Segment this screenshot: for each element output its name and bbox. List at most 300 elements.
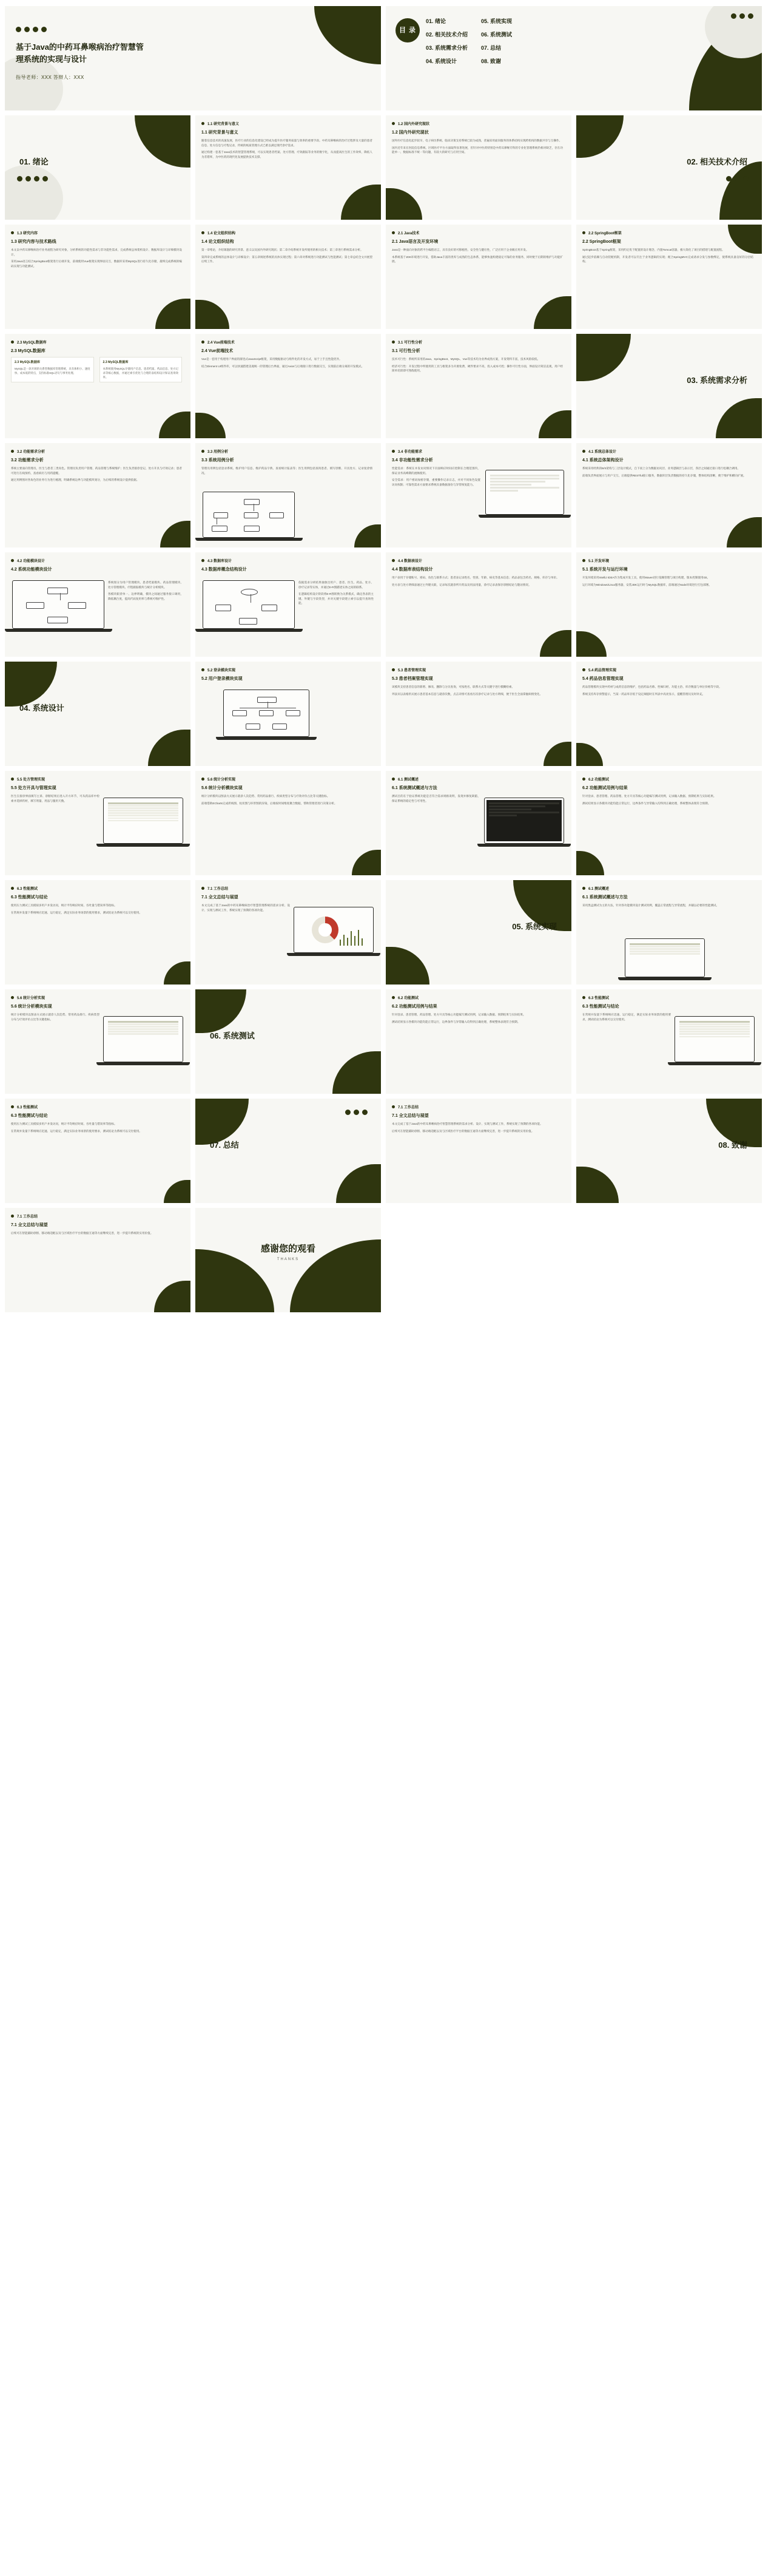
info-card bbox=[11, 357, 94, 382]
bullet-icon bbox=[392, 996, 395, 999]
paragraph: 性能需求：系统在并发访问情况下页面响应时间应控制在合理范围内，保证业务高峰期的流畅使用。 bbox=[392, 467, 480, 475]
slide-header-label: 6.3 性能测试 bbox=[17, 887, 38, 891]
slide-content[interactable] bbox=[386, 225, 571, 329]
mock-row bbox=[489, 815, 517, 816]
thanks-subtitle: THANKS bbox=[277, 1258, 300, 1261]
slide-content[interactable] bbox=[5, 225, 190, 329]
slide-content[interactable] bbox=[386, 552, 571, 657]
section-number: 02. bbox=[687, 157, 698, 166]
paragraph: 通过用例图对各角色的业务行为进行梳理，明确系统边界与功能模块划分，为后续的系统设计提供依据。 bbox=[11, 478, 140, 482]
table-row bbox=[108, 1033, 178, 1035]
diagram-node bbox=[232, 710, 247, 716]
slide-section-01[interactable] bbox=[5, 115, 190, 220]
slide-header bbox=[582, 776, 609, 782]
slide-content[interactable] bbox=[576, 880, 762, 985]
diagram-node bbox=[257, 697, 277, 703]
diagram-node bbox=[244, 526, 260, 532]
slide-header bbox=[201, 558, 232, 563]
slide-body bbox=[392, 575, 563, 589]
paragraph: 采用黑盒测试为主的方法，针对各功能模块设计测试用例，覆盖正常流程与异常流程，并辅以必要的性能测试。 bbox=[582, 904, 719, 907]
screenshot-mock bbox=[103, 1016, 183, 1062]
table-row bbox=[108, 818, 178, 819]
slide-content[interactable] bbox=[5, 771, 190, 875]
laptop-base bbox=[668, 1062, 761, 1065]
paragraph: 测试结果显示各模块功能均能正常运行，边界条件与异常输入均得到正确处理，系统整体表现符合预期。 bbox=[582, 801, 711, 805]
mock-row bbox=[490, 484, 531, 486]
slide-body bbox=[11, 466, 182, 485]
slide-title: 3.3 系统用例分析 bbox=[201, 458, 234, 463]
slide-content[interactable] bbox=[5, 1208, 190, 1312]
bar bbox=[351, 931, 352, 946]
bullet-icon bbox=[582, 231, 585, 234]
slide-title: 1.3 研究内容与技术路线 bbox=[11, 240, 56, 244]
architecture-diagram bbox=[18, 586, 98, 623]
screenshot-mock bbox=[103, 798, 183, 844]
decor-blob bbox=[354, 524, 381, 547]
slide-header-label: 6.3 性能测试 bbox=[588, 997, 610, 1000]
decor-blob bbox=[195, 1099, 249, 1145]
decor-blob bbox=[148, 730, 190, 766]
decor-blob bbox=[195, 300, 229, 329]
bullet-icon bbox=[11, 450, 14, 453]
table-row bbox=[679, 1033, 750, 1035]
slide-body bbox=[392, 1122, 563, 1136]
slide-header-label: 1.1 研究背景与意义 bbox=[207, 123, 240, 126]
toc-badge: 目 录 bbox=[395, 18, 420, 42]
slide-body bbox=[11, 903, 182, 917]
section-number: 06. bbox=[210, 1031, 221, 1040]
decor-blob bbox=[195, 413, 226, 438]
section-title: 系统设计 bbox=[32, 703, 64, 713]
slide-title: 1.1 研究背景与意义 bbox=[201, 130, 238, 135]
slide-header-label: 6.2 功能测试 bbox=[588, 778, 610, 782]
slide-title: 7.1 全文总结与展望 bbox=[11, 1223, 48, 1227]
er-diagram bbox=[209, 586, 289, 623]
screenshot-mock bbox=[223, 690, 309, 737]
slide-content[interactable] bbox=[386, 443, 571, 547]
paragraph: 药品管理模块实现中药材与成药信息的维护，包括药品名称、性味归经、功能主治、库存数量与单位价格等字段。 bbox=[582, 685, 722, 688]
slide-header-label: 5.4 药品管理实现 bbox=[588, 669, 617, 673]
slide-title: 2.2 SpringBoot框架 bbox=[582, 240, 621, 244]
mock-row bbox=[489, 802, 559, 804]
toc-item[interactable]: 03. 系统需求分析 bbox=[426, 45, 468, 51]
slide-body bbox=[11, 1122, 182, 1136]
slide-body bbox=[201, 466, 372, 478]
slide-title: 4.3 数据库概念结构设计 bbox=[201, 568, 247, 572]
slide-section-04[interactable] bbox=[5, 662, 190, 766]
table-row bbox=[108, 805, 178, 807]
slide-header bbox=[201, 449, 228, 454]
decor-blob bbox=[719, 161, 762, 220]
table-row bbox=[679, 1028, 750, 1030]
section-label bbox=[210, 1139, 239, 1150]
section-label bbox=[687, 374, 747, 385]
slide-header bbox=[582, 667, 616, 673]
paragraph: 本文以中药耳鼻喉病治疗业务流程为研究对象，分析系统的功能性需求与非功能性需求，完成系统总体架构设计、数据库设计与详细模块设计。 bbox=[11, 248, 182, 256]
bullet-icon bbox=[11, 778, 14, 781]
table-row bbox=[679, 1023, 750, 1025]
slide-body bbox=[392, 248, 563, 266]
paragraph: 前端借助ECharts完成折线图、柱状图与环形图的渲染，后端按时间维度聚合数据，帮助管理者进行决策分析。 bbox=[201, 801, 337, 805]
slide-header bbox=[392, 1104, 419, 1110]
laptop-base bbox=[477, 844, 570, 847]
slide-content[interactable] bbox=[5, 552, 190, 657]
paragraph: 各模块职责单一、边界明确，模块之间通过服务接口调用，降低耦合度，提高代码复用率与系统可维护性。 bbox=[108, 592, 183, 600]
section-label bbox=[512, 920, 557, 932]
paragraph: 在常规并发量下系统响应迅速、运行稳定，满足实际业务场景的使用要求，测试结论为系统可以交付使用。 bbox=[11, 1129, 142, 1133]
bullet-icon bbox=[392, 122, 395, 125]
slide-header-label: 6.2 功能测试 bbox=[398, 997, 419, 1000]
donut-chart bbox=[312, 917, 338, 943]
mock-row bbox=[490, 478, 559, 480]
slide-body bbox=[201, 357, 372, 371]
slide-header-label: 1.4 论文组织结构 bbox=[207, 232, 236, 236]
diagram-node bbox=[241, 589, 258, 595]
bullet-icon bbox=[392, 559, 395, 562]
slide-header-label: 1.2 国内外研究现状 bbox=[398, 123, 430, 126]
slide-header bbox=[392, 995, 419, 1000]
slide-content[interactable] bbox=[576, 662, 762, 766]
bullet-icon bbox=[11, 559, 14, 562]
paragraph: 测试目的在于验证系统功能是否符合需求规格说明，发现并修复缺陷，保证系统的稳定性与可用性。 bbox=[392, 795, 480, 802]
paragraph: 本文完成了基于Java的中药耳鼻喉病治疗智慧管理系统的需求分析、设计、实现与测试工作，系统实现了预期的各项功能。 bbox=[392, 1122, 543, 1125]
bullet-icon bbox=[11, 1105, 14, 1108]
decor-ghost bbox=[5, 165, 63, 220]
paragraph: 结合Element UI组件库，可以快速搭建美观统一的管理后台界面，通过Axios与后端接口进行数据交互，实现前后端分离的开发模式。 bbox=[201, 364, 365, 368]
slide-section-07[interactable] bbox=[195, 1099, 381, 1203]
paragraph: 后续可在智能辅助诊断、移动端适配以及与区域医疗平台的数据互通等方面继续完善，进一步提升系统的实用价值。 bbox=[392, 1129, 534, 1133]
toc-item[interactable]: 07. 总结 bbox=[481, 45, 502, 51]
decor-blob bbox=[336, 1164, 381, 1203]
screen bbox=[486, 800, 562, 841]
slide-body bbox=[392, 1012, 563, 1026]
paragraph: 开发环境采用IntelliJ IDEA作为集成开发工具，使用Maven进行依赖管理与项目构建，版本控制使用Git。 bbox=[582, 576, 710, 579]
slide-title: 5.1 系统开发与运行环境 bbox=[582, 568, 628, 572]
slide-header-label: 5.6 统计分析实现 bbox=[207, 778, 236, 782]
screenshot-mock bbox=[294, 907, 374, 953]
mock-rows bbox=[490, 475, 559, 510]
paragraph: SpringBoot基于Spring框架，采用约定优于配置的设计理念，内置Tomcat容器，极大简化了项目的搭建与配置流程。 bbox=[582, 248, 725, 251]
paragraph: 技术可行性：系统所采用的Java、SpringBoot、MySQL、Vue等技术均为业界成熟方案，开发资料丰富，技术风险较低。 bbox=[392, 358, 540, 361]
bullet-icon bbox=[392, 341, 395, 344]
bullet-icon bbox=[201, 341, 204, 344]
screen bbox=[205, 583, 292, 626]
section-number: 05. bbox=[512, 922, 523, 931]
mock-table bbox=[108, 1021, 178, 1057]
slide-title: 5.2 用户登录模块实现 bbox=[201, 677, 243, 681]
diagram-node bbox=[269, 512, 284, 518]
mock-header-bar bbox=[490, 475, 559, 476]
paragraph: 国外医疗信息化起步较早，电子病历系统、临床决策支持系统已较为成熟，普遍采用面向服务的体系结构实现跨机构的数据共享与互操作。 bbox=[392, 139, 562, 142]
decor-blob bbox=[540, 630, 571, 657]
slide-header-label: 3.1 可行性分析 bbox=[398, 341, 423, 345]
mock-row bbox=[490, 490, 518, 492]
slide-content[interactable] bbox=[5, 443, 190, 547]
slide-header-label: 7.1 工作总结 bbox=[398, 1106, 419, 1110]
slide-content[interactable] bbox=[195, 771, 381, 875]
decor-dots bbox=[17, 176, 48, 181]
laptop-base bbox=[5, 629, 112, 632]
diagram-node bbox=[286, 710, 300, 716]
paragraph: 管理员用例包括登录系统、维护用户信息、维护药品字典、查看统计报表等；医生用例包括查询患者、填写诊断、开具处方、记录复诊情况。 bbox=[201, 467, 372, 475]
slide-content[interactable] bbox=[386, 662, 571, 766]
slide-title: 6.1 系统测试概述与方法 bbox=[392, 786, 437, 790]
slide-content[interactable] bbox=[195, 334, 381, 438]
bullet-icon bbox=[392, 231, 395, 234]
slide-body bbox=[582, 903, 753, 910]
slide-header-label: 7.1 工作总结 bbox=[17, 1215, 38, 1219]
table-row bbox=[108, 820, 178, 822]
toc-item[interactable]: 02. 相关技术介绍 bbox=[426, 32, 468, 38]
decor-dots bbox=[726, 176, 749, 181]
slide-content[interactable] bbox=[5, 1099, 190, 1203]
toc-item[interactable]: 05. 系统实现 bbox=[481, 18, 513, 24]
table-row bbox=[630, 948, 700, 950]
decor-blob bbox=[332, 1051, 381, 1094]
slide-body bbox=[11, 1012, 99, 1024]
slide-content[interactable] bbox=[195, 115, 381, 220]
bullet-icon bbox=[201, 450, 204, 453]
diagram-node bbox=[26, 602, 44, 609]
decor-dots bbox=[345, 1110, 368, 1115]
table-header-row bbox=[108, 1021, 178, 1023]
toc-item[interactable]: 06. 系统测试 bbox=[481, 32, 513, 38]
decor-blob bbox=[576, 334, 631, 381]
slide-header-label: 3.3 用例分析 bbox=[207, 450, 229, 454]
slide-header-label: 6.1 测试概述 bbox=[588, 887, 610, 891]
slide-header-label: 1.3 研究内容 bbox=[17, 232, 38, 236]
slide-content[interactable] bbox=[386, 989, 571, 1094]
section-label bbox=[718, 1139, 747, 1150]
section-number: 04. bbox=[19, 703, 31, 713]
section-number: 01. bbox=[19, 157, 31, 166]
screenshot-mock bbox=[203, 580, 295, 629]
slide-content[interactable] bbox=[5, 880, 190, 985]
slide-header bbox=[11, 995, 45, 1000]
slide-header bbox=[392, 230, 419, 236]
slide-body bbox=[201, 138, 372, 161]
paragraph: 第四章完成系统的总体设计与详细设计；第五章阐述系统的具体实现过程；第六章对系统进行功能测试与性能测试；第七章总结全文并展望后续工作。 bbox=[201, 255, 372, 263]
slide-header-label: 4.4 数据表设计 bbox=[398, 560, 423, 563]
bullet-icon bbox=[582, 559, 585, 562]
slide-toc[interactable] bbox=[386, 6, 762, 110]
slide-section-02[interactable] bbox=[576, 115, 762, 220]
toc-list bbox=[426, 17, 707, 65]
decor-blob bbox=[341, 185, 381, 220]
decor-blob bbox=[576, 631, 607, 657]
slide-content[interactable] bbox=[576, 771, 762, 875]
paragraph: 列表页以表格形式展示患者基本信息与就诊次数，点击详情可查看历次诊疗记录与处方明细，便于医生全面掌握病情变化。 bbox=[392, 692, 543, 696]
section-title: 系统测试 bbox=[223, 1031, 255, 1040]
slide-section-05[interactable] bbox=[386, 880, 571, 985]
paragraph: 使用压力测试工具模拟多用户并发访问，统计平均响应时间、吞吐量与错误率等指标。 bbox=[11, 1122, 117, 1125]
diagram-line bbox=[60, 593, 61, 600]
section-number: 07. bbox=[210, 1141, 221, 1150]
diagram-node bbox=[272, 724, 287, 730]
slide-content[interactable] bbox=[576, 552, 762, 657]
decor-blob bbox=[164, 1180, 190, 1203]
slide-header-label: 4.1 系统总体设计 bbox=[588, 450, 617, 454]
slide-title: 5.5 处方开具与管理实现 bbox=[11, 786, 56, 790]
slide-header bbox=[392, 776, 419, 782]
slide-content[interactable] bbox=[195, 443, 381, 547]
table-row bbox=[679, 1031, 750, 1032]
bullet-icon bbox=[582, 778, 585, 781]
decor-blob bbox=[576, 743, 603, 766]
slide-content[interactable] bbox=[5, 989, 190, 1094]
screenshot-mock bbox=[625, 938, 705, 977]
slide-content[interactable] bbox=[386, 1099, 571, 1203]
diagram-node bbox=[47, 588, 68, 594]
slide-body bbox=[11, 1231, 182, 1238]
bar bbox=[354, 936, 355, 946]
toc-item[interactable]: 08. 致谢 bbox=[481, 58, 502, 64]
section-title: 绪论 bbox=[32, 157, 49, 166]
bullet-icon bbox=[201, 122, 204, 125]
slide-section-03[interactable] bbox=[576, 334, 762, 438]
slide-title: 6.1 系统测试概述与方法 bbox=[582, 895, 628, 900]
paragraph: 系统划分为用户管理模块、患者档案模块、药品管理模块、处方管理模块、疗程跟踪模块与统计分析模块。 bbox=[108, 581, 183, 589]
bar bbox=[362, 938, 363, 946]
card-title: 2.3 MySQL数据库 bbox=[103, 361, 129, 364]
paragraph: 在逻辑结构设计阶段将E-R图转换为关系模式，确定各表的主键、外键与字段类型，并对关键字段建立索引以提升查询性能。 bbox=[298, 592, 374, 605]
paragraph: 系统采用经典的B/S架构与三层设计模式，自下而上分为数据访问层、业务逻辑层与表示层，各层之间通过接口进行松耦合调用。 bbox=[582, 467, 741, 470]
slide-header-label: 4.3 数据库设计 bbox=[207, 560, 232, 563]
mock-table bbox=[108, 802, 178, 839]
bullet-icon bbox=[11, 887, 14, 890]
slide-body bbox=[392, 138, 563, 157]
slide-title: 6.3 性能测试与结论 bbox=[582, 1005, 619, 1009]
slide-title: 1.2 国内外研究现状 bbox=[392, 130, 429, 135]
decor-blob bbox=[352, 850, 381, 875]
slide-title: 5.4 药品信息管理实现 bbox=[582, 677, 624, 681]
diagram-node bbox=[214, 512, 228, 518]
slide-content[interactable] bbox=[195, 552, 381, 657]
diagram-node bbox=[244, 512, 258, 518]
section-label bbox=[687, 155, 747, 167]
diagram-node bbox=[47, 617, 68, 623]
slide-header bbox=[201, 667, 235, 673]
slide-body bbox=[582, 248, 753, 266]
slide-content[interactable] bbox=[195, 662, 381, 766]
slide-section-06[interactable] bbox=[195, 989, 381, 1094]
slide-content[interactable] bbox=[386, 334, 571, 438]
toc-item[interactable]: 01. 绪论 bbox=[426, 18, 446, 24]
decor-blob bbox=[576, 1167, 619, 1203]
section-number: 03. bbox=[687, 376, 698, 385]
diagram-node bbox=[68, 602, 86, 609]
slide-content[interactable] bbox=[386, 771, 571, 875]
slide-header bbox=[11, 1104, 38, 1110]
slide-cover[interactable] bbox=[5, 6, 381, 110]
decor-blob bbox=[539, 410, 571, 438]
paragraph: 前端负责界面展示与用户交互，后端提供RESTful接口服务，数据库层负责数据的持久化存储，整体结构清晰，便于维护和横向扩展。 bbox=[582, 473, 746, 477]
slide-header bbox=[201, 776, 235, 782]
slide-section-08[interactable] bbox=[576, 1099, 762, 1203]
decor-blob bbox=[727, 517, 762, 547]
bullet-icon bbox=[582, 668, 585, 671]
slide-header-label: 6.3 性能测试 bbox=[17, 1106, 38, 1110]
screenshot-mock bbox=[675, 1016, 755, 1062]
card-text: MySQL是一款开源的关系型数据库管理系统，具有体积小、速度快、成本低的特点，支持标准SQL语句与事务处理。 bbox=[15, 367, 90, 375]
slide-content[interactable] bbox=[576, 225, 762, 329]
paragraph: 该模块支持患者信息的新增、修改、删除与分页查询，可按姓名、联系方式等关键字进行模糊检索。 bbox=[392, 685, 515, 688]
slide-content[interactable] bbox=[386, 115, 571, 220]
slide-header bbox=[582, 558, 609, 563]
paragraph: 采用Java语言结合SpringBoot框架进行后端开发，前端使用Vue框架实现界面交互，数据库采用MySQL进行持久化存储，最终完成系统的编码实现与功能测试。 bbox=[11, 260, 182, 268]
slide-header bbox=[392, 449, 422, 454]
paragraph: 医生在接诊界面填写主诉、诊断结果后进入开方环节，可从药品库中检索并选择药材，填写剂量、用法与服用天数。 bbox=[11, 795, 99, 802]
decor-blob bbox=[195, 989, 246, 1033]
bullet-icon bbox=[582, 450, 585, 453]
decor-blob bbox=[135, 115, 190, 168]
screenshot-mock bbox=[203, 492, 295, 538]
slide-header bbox=[201, 886, 228, 891]
cover-subtitle: 指导老师：XXX 答辩人：XXX bbox=[16, 75, 84, 80]
bullet-icon bbox=[392, 450, 395, 453]
slide-header bbox=[392, 339, 422, 345]
bullet-icon bbox=[11, 996, 14, 999]
slide-header-label: 5.2 登录模块实现 bbox=[207, 669, 236, 673]
slide-body bbox=[392, 357, 563, 376]
section-label bbox=[210, 1029, 255, 1041]
decor-blob bbox=[716, 398, 762, 438]
decor-dots bbox=[731, 13, 753, 19]
screen bbox=[205, 494, 292, 535]
toc-item[interactable]: 04. 系统设计 bbox=[426, 58, 457, 64]
slide-header bbox=[392, 667, 426, 673]
slide-content[interactable] bbox=[576, 443, 762, 547]
section-title: 相关技术介绍 bbox=[699, 157, 747, 166]
slide-content[interactable] bbox=[576, 989, 762, 1094]
table-row bbox=[630, 953, 700, 955]
slide-title: 3.2 功能需求分析 bbox=[11, 458, 44, 463]
slide-header bbox=[11, 776, 45, 782]
slide-header bbox=[11, 1213, 38, 1219]
slide-title: 4.2 系统功能模块设计 bbox=[11, 568, 52, 572]
slide-content[interactable] bbox=[5, 334, 190, 438]
section-title: 致谢 bbox=[731, 1141, 747, 1150]
table-row bbox=[630, 951, 700, 952]
slide-content[interactable] bbox=[195, 880, 381, 985]
slide-thanks[interactable] bbox=[195, 1208, 381, 1312]
paragraph: 系统支持库存预警提示，当某一药品库存低于设定阈值时在列表中高亮显示，提醒管理员及时补充。 bbox=[582, 692, 705, 696]
slide-header bbox=[582, 449, 616, 454]
slide-header bbox=[11, 558, 45, 563]
screenshot-mock bbox=[485, 470, 564, 515]
mock-row bbox=[489, 805, 545, 807]
slide-header-label: 5.3 患者管理实现 bbox=[398, 669, 426, 673]
paragraph: 在常规并发量下系统响应迅速、运行稳定，满足实际业务场景的使用要求，测试结论为系统可以交付使用。 bbox=[582, 1013, 671, 1021]
paragraph: Vue是一套用于构建用户界面的渐进式JavaScript框架，采用数据驱动与组件化的开发方式，易于上手且性能优异。 bbox=[201, 358, 342, 361]
mock-rows bbox=[489, 802, 559, 839]
mock-row bbox=[489, 808, 531, 810]
bullet-icon bbox=[201, 668, 204, 671]
bar bbox=[343, 935, 345, 946]
bullet-icon bbox=[582, 887, 585, 890]
mock-table bbox=[679, 1021, 750, 1057]
section-label bbox=[19, 702, 64, 713]
screen bbox=[677, 1019, 752, 1060]
slide-title: 5.3 患者档案管理实现 bbox=[392, 677, 433, 681]
slide-content[interactable] bbox=[195, 225, 381, 329]
slide-header bbox=[11, 449, 45, 454]
card-text: 本系统使用MySQL存储用户信息、患者档案、药品信息、处方记录等核心数据，并通过索引优化与合理的表结构设计保证查询效率。 bbox=[103, 367, 178, 379]
table-row bbox=[108, 1028, 178, 1030]
table-row bbox=[108, 815, 178, 816]
paragraph: 安全需求：用户密码加密存储，重要操作记录日志，并对不同角色设置访问权限；可靠性需求方面要求系统具备数据备份与异常恢复能力。 bbox=[392, 478, 480, 486]
bullet-icon bbox=[392, 778, 395, 781]
